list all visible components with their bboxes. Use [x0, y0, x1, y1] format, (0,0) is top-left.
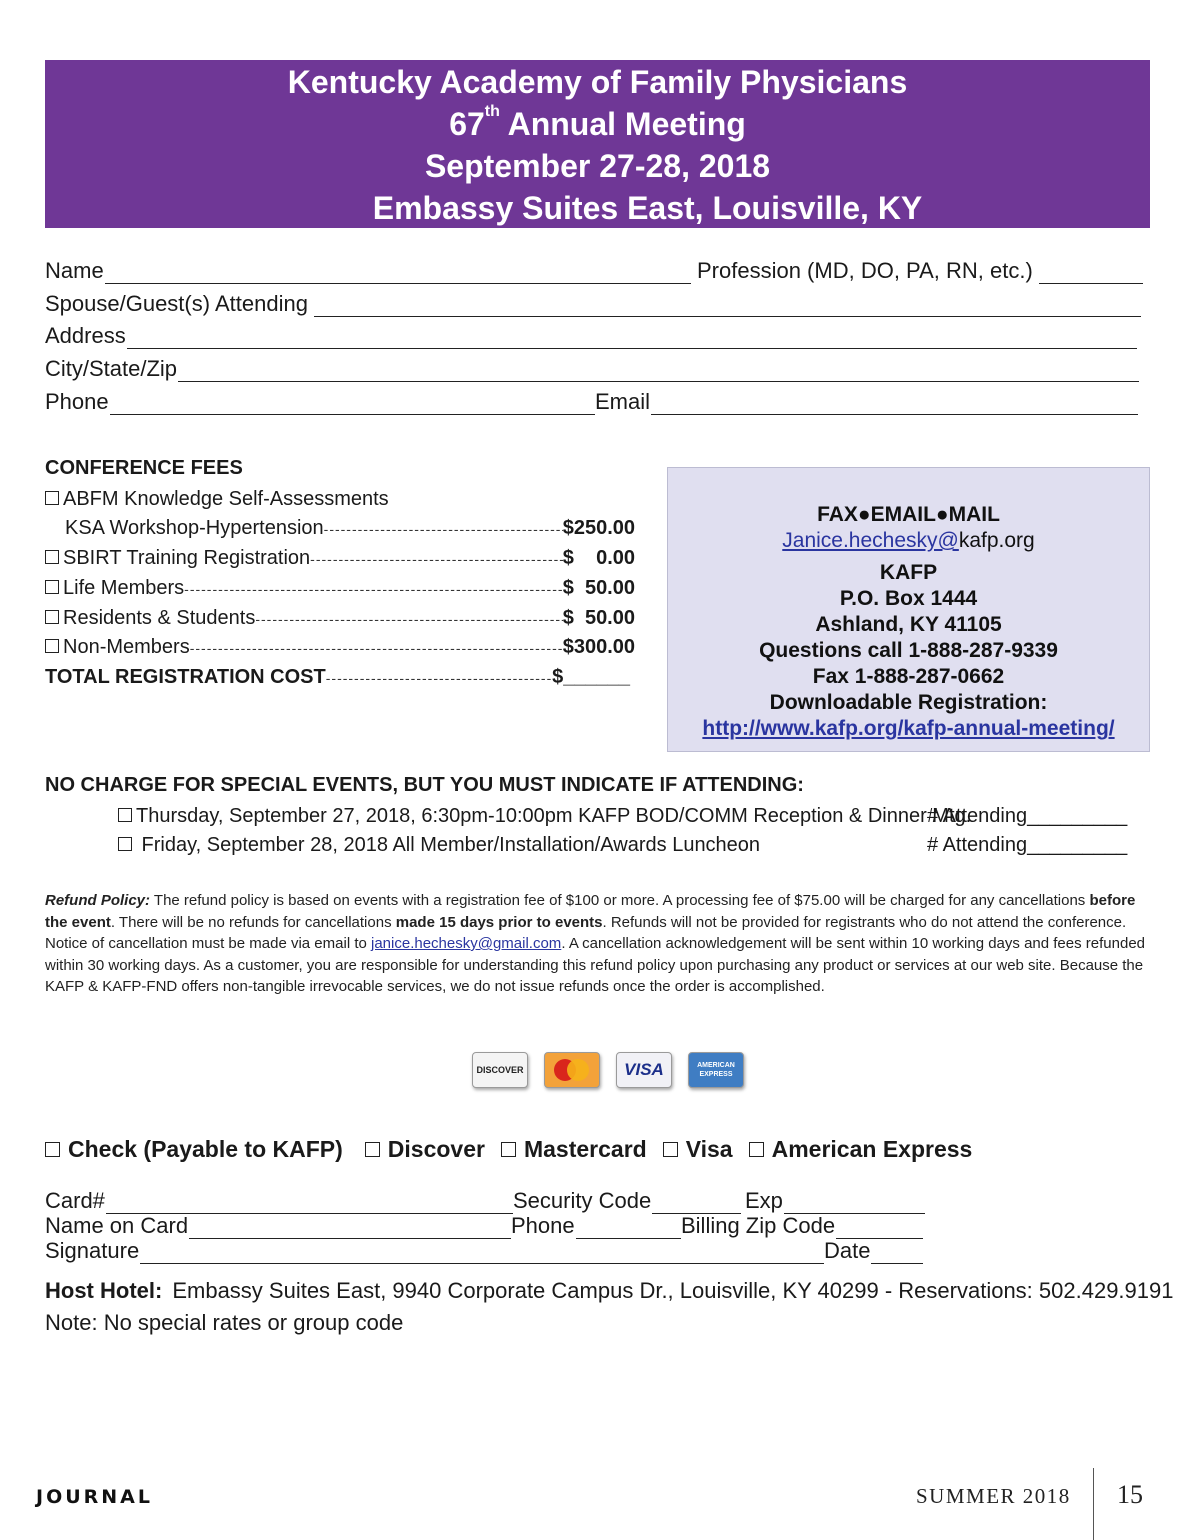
- host-hotel-label: Host Hotel:: [45, 1278, 163, 1303]
- card-phone-blank[interactable]: [576, 1218, 681, 1239]
- fee-label: Residents & Students: [63, 607, 256, 629]
- contact-email-domain: kafp.org: [958, 529, 1035, 552]
- event-attending-thursday[interactable]: # Attending_________: [927, 805, 1128, 827]
- spouse-blank[interactable]: [314, 296, 1141, 317]
- amex-checkbox[interactable]: [749, 1142, 764, 1157]
- name-on-card-blank[interactable]: [189, 1218, 511, 1239]
- security-code-label: Security Code: [513, 1188, 652, 1213]
- refund-lead: Refund Policy:: [45, 892, 151, 909]
- fee-label: Non-Members: [63, 636, 190, 658]
- meeting-title: [45, 104, 1150, 144]
- event-label: Thursday, September 27, 2018, 6:30pm-10:00pm KAFP BOD/COMM Reception & Dinner Mtg.: [136, 805, 972, 827]
- payment-option-label: American Express: [771, 1136, 973, 1162]
- meeting-dates: September 27-28, 2018: [424, 148, 771, 184]
- contact-methods: FAX●EMAIL●MAIL: [817, 503, 1000, 526]
- meeting-venue: Embassy Suites East, Louisville, KY: [372, 190, 923, 226]
- amex-logo: [688, 1052, 744, 1088]
- refund-email-link[interactable]: janice.hechesky@gmail.com: [371, 935, 562, 952]
- life-checkbox[interactable]: [45, 580, 59, 594]
- payment-option-amex[interactable]: [749, 1136, 973, 1163]
- event-checkbox[interactable]: [118, 837, 132, 851]
- name-field[interactable]: [45, 258, 691, 284]
- page-number: 15: [1117, 1480, 1143, 1509]
- fee-amount: $ 0.00: [562, 547, 635, 569]
- sbirt-checkbox[interactable]: [45, 550, 59, 564]
- card-number-field[interactable]: [45, 1188, 513, 1214]
- meeting-rest: Annual Meeting: [499, 106, 746, 142]
- profession-field[interactable]: [697, 258, 1143, 284]
- fee-amount: $ 50.00: [562, 607, 635, 629]
- visa-checkbox[interactable]: [663, 1142, 678, 1157]
- check-checkbox[interactable]: [45, 1142, 60, 1157]
- name-on-card-label: Name on Card: [45, 1213, 189, 1238]
- exp-field[interactable]: [745, 1188, 925, 1214]
- billing-zip-label: Billing Zip Code: [681, 1213, 836, 1238]
- payment-options: [45, 1136, 988, 1163]
- registration-link[interactable]: http://www.kafp.org/kafp-annual-meeting/: [702, 717, 1115, 740]
- refund-text: The refund policy is based on events with a registration fee of $100 or more. A processing fee of $75.00 will be charged for any cancellations: [150, 892, 1090, 909]
- email-label: Email: [595, 389, 651, 414]
- refund-text: . A cancellation acknowledgement will be sent within 10 working days and fees refunded within 30 working days. As a customer, you are responsible for understanding this refund policy upon purchasing any product or services at our web site. Because the KAFP & KAFP-FND offers non-tangible irrevocable services, we do not issue refunds once the order is accomplished.: [45, 935, 1146, 995]
- name-on-card-field[interactable]: [45, 1213, 511, 1239]
- abfm-label: ABFM Knowledge Self-Assessments: [63, 488, 389, 510]
- meeting-number: 67: [449, 106, 485, 142]
- registration-url[interactable]: [668, 716, 1149, 742]
- header-banner: [45, 60, 1150, 228]
- address-blank[interactable]: [127, 328, 1137, 349]
- date-label: Date: [824, 1238, 871, 1263]
- fee-row-life[interactable]: [45, 575, 635, 602]
- profession-blank[interactable]: [1039, 263, 1143, 284]
- contact-box: [667, 467, 1150, 752]
- payment-option-visa[interactable]: [663, 1136, 733, 1163]
- abfm-row[interactable]: [45, 486, 635, 512]
- contact-fax: Fax 1-888-287-0662: [812, 665, 1005, 688]
- discover-logo-text: DISCOVER: [476, 1065, 524, 1075]
- exp-label: Exp: [745, 1188, 783, 1213]
- contact-city: Ashland, KY 41105: [815, 613, 1002, 636]
- signature-field[interactable]: [45, 1238, 824, 1264]
- contact-org: KAFP: [879, 561, 938, 584]
- signature-blank[interactable]: [140, 1243, 824, 1264]
- contact-questions: Questions call 1-888-287-9339: [759, 639, 1058, 662]
- date-blank[interactable]: [871, 1243, 923, 1264]
- email-blank[interactable]: [651, 394, 1138, 415]
- refund-bold: made 15 days prior to events: [395, 913, 603, 931]
- event-attending-friday[interactable]: # Attending_________: [927, 834, 1128, 856]
- footer-divider: [1093, 1468, 1094, 1540]
- name-label: Name: [45, 258, 104, 283]
- event-checkbox[interactable]: [118, 808, 132, 822]
- org-title: Kentucky Academy of Family Physicians: [287, 64, 908, 100]
- address-label: Address: [45, 323, 126, 348]
- event-row-friday[interactable]: [118, 832, 760, 858]
- payment-option-discover[interactable]: [365, 1136, 485, 1163]
- payment-option-label: Mastercard: [523, 1136, 647, 1162]
- nonmembers-checkbox[interactable]: [45, 639, 59, 653]
- total-row[interactable]: [45, 664, 630, 691]
- phone-blank[interactable]: [110, 394, 595, 415]
- spouse-label: Spouse/Guest(s) Attending: [45, 291, 308, 316]
- fee-amount: $250.00: [562, 517, 635, 539]
- visa-logo: [616, 1052, 672, 1088]
- residents-checkbox[interactable]: [45, 610, 59, 624]
- events-title: NO CHARGE FOR SPECIAL EVENTS, BUT YOU MUST INDICATE IF ATTENDING:: [45, 774, 804, 796]
- spouse-field[interactable]: [45, 291, 1141, 317]
- payment-option-check[interactable]: [45, 1136, 343, 1163]
- refund-policy: [45, 890, 1150, 998]
- billing-zip-field[interactable]: [681, 1213, 923, 1239]
- host-hotel: [45, 1278, 1173, 1304]
- contact-email-user[interactable]: Janice.hechesky@: [782, 529, 959, 552]
- mastercard-logo: [544, 1052, 600, 1088]
- fee-amount: $300.00: [562, 636, 635, 658]
- payment-option-label: Visa: [685, 1136, 733, 1162]
- city-blank[interactable]: [178, 361, 1139, 382]
- card-phone-field[interactable]: [511, 1213, 681, 1239]
- fee-label: Life Members: [63, 577, 185, 599]
- download-label: Downloadable Registration:: [769, 691, 1048, 714]
- date-field[interactable]: [824, 1238, 923, 1264]
- billing-zip-blank[interactable]: [836, 1218, 923, 1239]
- host-hotel-text: Embassy Suites East, 9940 Corporate Campus Dr., Louisville, KY 40299 - Reservations: 502.429.9191: [172, 1278, 1174, 1303]
- issue-season: SUMMER 2018: [916, 1484, 1071, 1508]
- event-label: Friday, September 28, 2018 All Member/Installation/Awards Luncheon: [136, 834, 761, 856]
- security-code-blank[interactable]: [652, 1193, 741, 1214]
- card-logos: [472, 1052, 744, 1088]
- contact-po-box: P.O. Box 1444: [839, 587, 978, 610]
- exp-blank[interactable]: [784, 1193, 925, 1214]
- phone-label: Phone: [45, 389, 109, 414]
- hotel-note: Note: No special rates or group code: [45, 1310, 404, 1335]
- security-code-field[interactable]: [513, 1188, 741, 1214]
- fee-label: KSA Workshop-Hypertension: [65, 517, 324, 539]
- fee-row-nonmembers[interactable]: [45, 634, 635, 661]
- refund-bold: before the event: [45, 892, 1136, 931]
- card-phone-label: Phone: [511, 1213, 575, 1238]
- contact-email[interactable]: [668, 528, 1149, 554]
- total-label: TOTAL REGISTRATION COST: [45, 666, 326, 688]
- refund-text: . Refunds will not be provided for registrants who do not attend the conference. Notice of cancellation must be made via email to: [45, 913, 1127, 952]
- journal-logo: JOURNAL: [36, 1486, 153, 1508]
- fee-row-ksa: [65, 515, 635, 542]
- payment-option-mastercard[interactable]: [501, 1136, 647, 1163]
- fee-label: SBIRT Training Registration: [63, 547, 311, 569]
- city-label: City/State/Zip: [45, 356, 178, 381]
- signature-label: Signature: [45, 1238, 140, 1263]
- fee-row-sbirt[interactable]: [45, 545, 635, 572]
- fees-title: CONFERENCE FEES: [45, 457, 243, 479]
- refund-text: . There will be no refunds for cancellations: [110, 913, 396, 931]
- payment-option-label: Check (Payable to KAFP): [68, 1136, 343, 1162]
- address-field[interactable]: [45, 323, 1137, 349]
- payment-option-label: Discover: [387, 1136, 485, 1162]
- visa-logo-text: VISA: [624, 1060, 664, 1079]
- name-blank[interactable]: [105, 263, 691, 284]
- city-field[interactable]: [45, 356, 1139, 382]
- amex-logo-text: AMERICAN EXPRESS: [697, 1062, 735, 1078]
- discover-checkbox[interactable]: [365, 1142, 380, 1157]
- fee-row-residents[interactable]: [45, 605, 635, 632]
- mastercard-checkbox[interactable]: [501, 1142, 516, 1157]
- meeting-ordinal: th: [484, 103, 500, 120]
- email-field[interactable]: [595, 389, 1138, 415]
- event-row-thursday[interactable]: [118, 803, 971, 829]
- total-amount[interactable]: $______: [552, 666, 630, 688]
- card-number-blank[interactable]: [106, 1193, 513, 1214]
- card-number-label: Card#: [45, 1188, 105, 1213]
- abfm-checkbox[interactable]: [45, 491, 59, 505]
- discover-logo: [472, 1052, 528, 1088]
- phone-field[interactable]: [45, 389, 595, 415]
- profession-label: Profession (MD, DO, PA, RN, etc.): [697, 258, 1033, 283]
- fee-amount: $ 50.00: [562, 577, 635, 599]
